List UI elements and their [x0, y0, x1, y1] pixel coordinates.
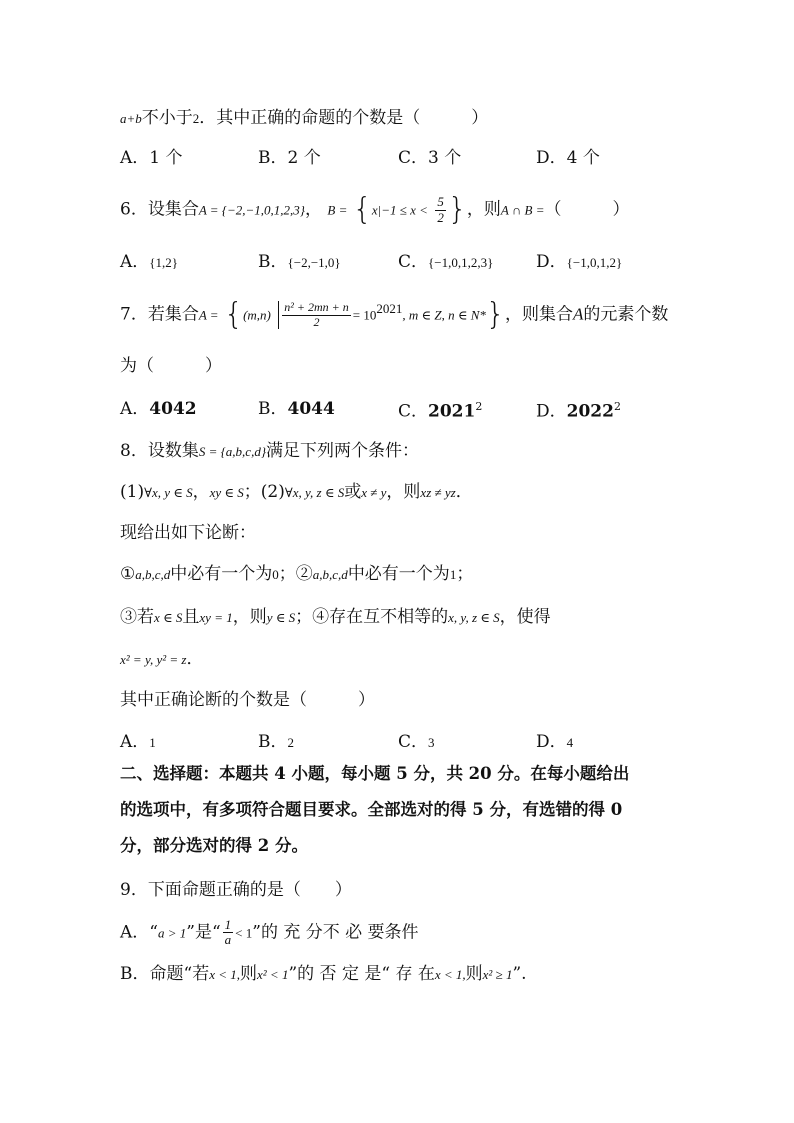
q6-option-a — [120, 254, 178, 271]
text: a,b,c,d — [135, 567, 171, 582]
text: C． — [398, 732, 429, 752]
text: ． — [455, 482, 473, 502]
q7-option-c — [398, 401, 482, 421]
text: ① — [120, 564, 136, 584]
q8-option-d — [536, 734, 573, 751]
text: B． — [120, 964, 150, 984]
text: 命题“若 — [149, 964, 210, 984]
text: ”的 否 定 是“ 存 在 — [288, 964, 435, 984]
text: 4042 — [149, 399, 197, 419]
text: ． — [186, 649, 204, 669]
text: ”. — [512, 964, 527, 984]
question-9: 9．下面命题正确的是（ ） — [120, 880, 352, 900]
text: 2 — [437, 209, 444, 225]
text: ∀x, y, z ∈ S — [284, 485, 345, 500]
text: A． — [120, 399, 150, 419]
set-b-label: B = — [327, 202, 348, 218]
text: ； — [456, 564, 474, 584]
set-s: S = {a,b,c,d} — [198, 444, 267, 459]
text: C． — [398, 401, 429, 422]
fraction-1-a — [223, 918, 234, 948]
q5-option-b: B．2 个 — [258, 148, 321, 168]
text: ∀x, y ∈ S — [144, 485, 193, 500]
text: ，则 — [386, 482, 421, 502]
text: x < 1, — [434, 967, 466, 982]
q8-intro: 现给出如下论断： — [120, 523, 256, 543]
q7-option-a — [120, 401, 197, 418]
text: 则 — [240, 964, 257, 984]
text: x² ≥ 1 — [482, 967, 513, 982]
text: < 1 — [235, 925, 253, 941]
text: 2 — [475, 400, 483, 413]
text: a > 1 — [157, 925, 187, 941]
q6-option-b — [258, 254, 341, 271]
text: 2 — [287, 735, 294, 750]
text: ，使得 — [499, 607, 551, 627]
q6-number: 6．设集合 — [120, 199, 199, 220]
brace-right: } — [485, 297, 505, 332]
text: = 10 — [352, 307, 377, 323]
text: ，则集合 — [504, 304, 573, 325]
text: D． — [536, 252, 567, 272]
q6-option-c — [398, 254, 493, 271]
text: 2 — [313, 314, 320, 329]
q7-line2: 为（ ） — [120, 356, 222, 376]
text: n² + 2mn + n — [284, 300, 349, 315]
text: 满足下列两个条件： — [266, 441, 420, 461]
text: 1 — [224, 917, 232, 932]
text: 或 — [344, 482, 362, 502]
fraction-expression — [278, 301, 350, 328]
text: 中必有一个为 — [347, 564, 450, 584]
q6-option-d — [536, 254, 622, 271]
q7-number: 7．若集合 — [120, 304, 199, 325]
text: x ≠ y — [361, 485, 387, 500]
text: 则 — [465, 964, 483, 984]
q9-option-b — [120, 966, 527, 983]
q8-statement-4-cont — [120, 651, 204, 668]
section-2-line-2: 的选项中，有多项符合题目要求。全部选对的得 5 分，有选错的得 0 — [120, 800, 623, 819]
q7-option-d — [536, 401, 621, 421]
text: 且 — [182, 607, 200, 627]
section-2-line-3: 分，部分选对的得 2 分。 — [120, 836, 308, 855]
text: x, y, z ∈ S — [448, 610, 500, 625]
text: ；② — [278, 564, 313, 584]
text: 1 — [449, 567, 457, 582]
text: xz ≠ yz — [420, 485, 456, 500]
q8-option-b — [258, 734, 294, 751]
text: 中必有一个为 — [170, 564, 273, 584]
q8-option-a — [120, 734, 156, 751]
q8-number: 8．设数集 — [120, 441, 199, 461]
q7-option-b — [258, 401, 335, 418]
text: 4044 — [287, 399, 335, 419]
text: 5 — [437, 194, 444, 210]
text: D． — [536, 401, 567, 422]
text: 0 — [272, 567, 279, 582]
text: （ ） — [544, 199, 630, 220]
text: a — [224, 932, 232, 948]
q5-continuation — [120, 110, 488, 127]
q9-option-a — [120, 918, 419, 948]
brace-left: { — [223, 297, 244, 332]
text: ，则 — [466, 199, 501, 220]
text: C． — [398, 252, 429, 272]
text: A． — [120, 732, 150, 752]
text: 的元素个数 — [583, 304, 669, 325]
text: ，则 — [232, 607, 267, 627]
text: x ∈ S — [154, 610, 183, 625]
text: {−2,−1,0} — [287, 255, 341, 270]
text: x² < 1 — [257, 967, 289, 982]
text: {1,2} — [149, 255, 179, 270]
q8-ask: 其中正确论断的个数是（ ） — [120, 690, 375, 710]
text: ；④存在互不相等的 — [295, 607, 449, 627]
q8-statements-3-4 — [120, 609, 551, 626]
text: {−1,0,1,2} — [566, 255, 623, 270]
text: 4 — [566, 735, 574, 750]
q8-conditions: (1)∀x, y ∈ S，xy ∈ S；(2)∀x, y, z ∈ S或x ≠ y，则xz ≠ yz． — [120, 482, 473, 502]
text: xy ∈ S — [209, 485, 244, 500]
text: 2021 — [376, 300, 403, 316]
text: x² = y, y² = z — [120, 652, 187, 667]
text: ”是“ — [186, 922, 221, 943]
text: B． — [258, 399, 288, 419]
question-8 — [120, 443, 419, 460]
ordered-pair: (m,n) — [243, 307, 271, 323]
text: ， — [305, 199, 322, 220]
section-2-line-1: 二、选择题：本题共 4 小题，每小题 5 分，共 20 分。在每小题给出 — [120, 764, 630, 783]
text: A — [572, 304, 584, 324]
intersection-expr: A ∩ B = — [500, 202, 545, 218]
q5-option-c: C．3 个 — [398, 148, 462, 168]
q5-option-d: D．4 个 — [536, 148, 600, 168]
text: y ∈ S — [266, 610, 296, 625]
text: D． — [536, 732, 567, 752]
text: 3 — [428, 735, 435, 750]
q7-condition: , m ∈ Z, n ∈ N* — [402, 307, 486, 323]
text: ．其中正确的命题的个数是（ ） — [199, 108, 489, 128]
question-6 — [120, 192, 630, 227]
text: a,b,c,d — [312, 567, 348, 582]
brace-left: { — [352, 192, 372, 227]
question-7 — [120, 297, 669, 332]
q5-option-a: A．1 个 — [120, 148, 183, 168]
brace-right: } — [447, 192, 467, 227]
text: “ — [149, 922, 158, 943]
fraction-5-2 — [435, 195, 446, 225]
text: 不小于 — [141, 108, 193, 128]
text: (1) — [120, 482, 145, 502]
number: 2 — [192, 111, 200, 126]
set-b-condition: x|−1 ≤ x < — [371, 202, 428, 218]
text: ③若 — [120, 607, 154, 627]
text: ；(2) — [243, 482, 285, 502]
text: ”的 充 分不 必 要条件 — [252, 922, 419, 943]
text: 2022 — [566, 401, 614, 422]
expr-a-plus-b: a+b — [120, 111, 142, 126]
set-a-label: A = — [198, 307, 219, 323]
q8-option-c — [398, 734, 435, 751]
text: B． — [258, 252, 288, 272]
text: 2 — [613, 400, 621, 413]
text: A． — [120, 922, 150, 943]
text: x < 1, — [209, 967, 240, 982]
text: 1 — [149, 735, 156, 750]
text: {−1,0,1,2,3} — [428, 255, 494, 270]
q8-statements-1-2 — [120, 566, 473, 583]
text: B． — [258, 732, 288, 752]
set-a: A = {−2,−1,0,1,2,3} — [198, 202, 305, 218]
text: A． — [120, 252, 150, 272]
text: xy = 1 — [199, 610, 233, 625]
text: 2021 — [428, 401, 476, 422]
